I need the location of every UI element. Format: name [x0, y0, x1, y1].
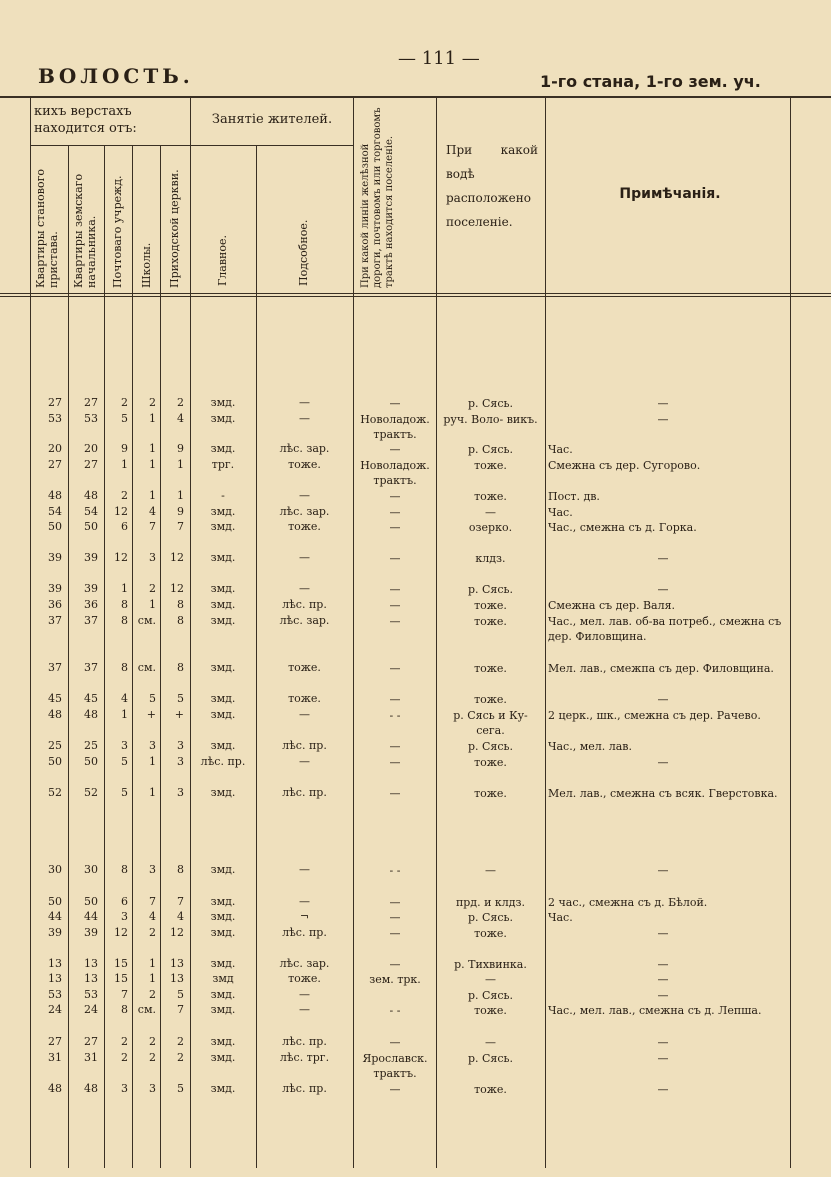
- cell-water: тоже.: [474, 662, 507, 675]
- cell-d4: 4: [149, 505, 156, 518]
- cell-note: —: [657, 1036, 669, 1049]
- cell-road: —: [389, 896, 401, 909]
- cell-sec: лѣс. зар.: [279, 442, 330, 455]
- cell-d3: 5: [121, 786, 128, 799]
- cell-sec: лѣс. зар.: [279, 614, 330, 627]
- cell-d1: 36: [48, 598, 62, 611]
- cell-d2: 50: [84, 755, 98, 768]
- cell-d3: 4: [121, 692, 128, 705]
- cell-sec: лѣс. зар.: [279, 505, 330, 518]
- cell-d2: 27: [84, 1035, 98, 1048]
- cell-d1: 45: [48, 692, 62, 705]
- cell-main: змд.: [210, 442, 236, 455]
- cell-main: змд.: [210, 661, 236, 674]
- cell-water: —: [485, 506, 496, 519]
- cell-road: —: [389, 756, 401, 769]
- cell-d3: 5: [121, 412, 128, 425]
- cell-d3: 8: [121, 863, 128, 876]
- cell-d3: 2: [121, 1051, 128, 1064]
- cell-road: —: [389, 1036, 401, 1049]
- cell-road: Ярославск. трактъ.: [362, 1052, 428, 1080]
- cell-d4: 1: [149, 442, 156, 455]
- cell-d2: 27: [84, 396, 98, 409]
- cell-water: тоже.: [474, 459, 507, 472]
- cell-main: змд.: [210, 551, 236, 564]
- cell-d2: 44: [84, 910, 98, 923]
- cell-d2: 50: [84, 520, 98, 533]
- cell-d4: 2: [149, 1051, 156, 1064]
- column-schools: Школы.: [140, 242, 153, 288]
- cell-main: змд.: [210, 1003, 236, 1016]
- cell-sec: —: [299, 708, 310, 721]
- cell-d1: 48: [48, 489, 62, 502]
- cell-water: тоже.: [474, 599, 507, 612]
- cell-d2: 53: [84, 412, 98, 425]
- cell-main: змд.: [210, 786, 236, 799]
- cell-note: Смежна съ дер. Валя.: [548, 599, 676, 612]
- cell-d5: 5: [177, 692, 184, 705]
- cell-d2: 31: [84, 1051, 98, 1064]
- cell-water: р. Сясь.: [467, 740, 514, 753]
- cell-d5: 3: [177, 739, 184, 752]
- cell-d5: 12: [170, 551, 184, 564]
- cell-road: —: [389, 911, 401, 924]
- cell-d2: 48: [84, 489, 98, 502]
- cell-d1: 39: [48, 926, 62, 939]
- cell-d5: 2: [177, 1035, 184, 1048]
- cell-main: змд.: [210, 598, 236, 611]
- cell-d4: 2: [149, 988, 156, 1001]
- cell-water: —: [485, 1036, 496, 1049]
- cell-note: —: [657, 397, 669, 410]
- cell-note: Мел. лав., смежна съ всяк. Гверстовка.: [548, 787, 778, 800]
- cell-main: трг.: [211, 458, 235, 471]
- cell-water: р. Сясь.: [467, 583, 514, 596]
- cell-sec: лѣс. пр.: [282, 786, 327, 799]
- cell-main: змд.: [210, 895, 236, 908]
- cell-d2: 53: [84, 988, 98, 1001]
- cell-d1: 13: [48, 957, 62, 970]
- column-notes: Примѣчанія.: [619, 186, 721, 202]
- cell-d2: 37: [84, 661, 98, 674]
- cell-note: Час.: [548, 443, 573, 456]
- cell-road: —: [389, 599, 401, 612]
- cell-note: Мел. лав., смежпа съ дер. Филовщина.: [548, 662, 774, 675]
- cell-sec: —: [299, 755, 310, 768]
- cell-main: змд.: [210, 708, 236, 721]
- cell-road: —: [389, 1083, 401, 1096]
- cell-d4: 3: [149, 739, 156, 752]
- cell-road: —: [389, 615, 401, 628]
- cell-d3: 9: [121, 442, 128, 455]
- cell-sec: —: [299, 988, 310, 1001]
- cell-d3: 3: [121, 739, 128, 752]
- cell-sec: —: [299, 412, 310, 425]
- cell-main: змд.: [210, 520, 236, 533]
- cell-d3: 8: [121, 614, 128, 627]
- cell-d4: 1: [149, 458, 156, 471]
- cell-sec: лѣс. пр.: [282, 1035, 327, 1048]
- cell-d5: 12: [170, 582, 184, 595]
- cell-d3: 8: [121, 598, 128, 611]
- cell-main: змд.: [210, 692, 236, 705]
- cell-road: —: [389, 443, 401, 456]
- cell-d2: 30: [84, 863, 98, 876]
- cell-d4: 1: [149, 412, 156, 425]
- cell-main: змд.: [210, 1051, 236, 1064]
- cell-sec: тоже.: [288, 661, 321, 674]
- cell-note: —: [657, 989, 669, 1002]
- cell-d4: 2: [149, 926, 156, 939]
- cell-d5: 1: [177, 489, 184, 502]
- column-post: Почтоваго учрежд.: [111, 175, 124, 288]
- cell-note: Час.: [548, 911, 573, 924]
- cell-d1: 54: [48, 505, 62, 518]
- cell-sec: —: [299, 396, 310, 409]
- cell-d1: 20: [48, 442, 62, 455]
- cell-d1: 48: [48, 708, 62, 721]
- cell-road: —: [389, 506, 401, 519]
- cell-road: —: [389, 958, 401, 971]
- cell-sec: —: [299, 895, 310, 908]
- column-secondary: Подсобное.: [297, 219, 310, 286]
- cell-note: Смежна съ дер. Сугорово.: [548, 459, 701, 472]
- cell-main: змд.: [210, 926, 236, 939]
- cell-d5: 13: [170, 957, 184, 970]
- cell-d1: 25: [48, 739, 62, 752]
- cell-d1: 27: [48, 396, 62, 409]
- cell-sec: лѣс. зар.: [279, 957, 330, 970]
- cell-d4: 1: [149, 489, 156, 502]
- cell-d3: 7: [121, 988, 128, 1001]
- cell-road: —: [389, 693, 401, 706]
- cell-d2: 24: [84, 1003, 98, 1016]
- cell-main: змд: [212, 972, 234, 985]
- cell-d4: см.: [137, 1003, 156, 1016]
- cell-sec: лѣс. трг.: [279, 1051, 330, 1064]
- cell-road: - -: [389, 1004, 401, 1017]
- cell-d1: 39: [48, 551, 62, 564]
- cell-sec: тоже.: [288, 458, 321, 471]
- cell-water: тоже.: [474, 756, 507, 769]
- cell-sec: тоже.: [288, 972, 321, 985]
- cell-water: р. Сясь.: [467, 1052, 514, 1065]
- cell-d5: 3: [177, 786, 184, 799]
- cell-d3: 2: [121, 1035, 128, 1048]
- cell-d2: 39: [84, 582, 98, 595]
- cell-note: —: [657, 973, 669, 986]
- page-left-title: ВОЛОСТЬ.: [38, 64, 194, 88]
- cell-road: зем. трк.: [369, 973, 421, 986]
- cell-d4: 5: [149, 692, 156, 705]
- cell-sec: —: [299, 551, 310, 564]
- cell-sec: тоже.: [288, 520, 321, 533]
- cell-main: змд.: [210, 412, 236, 425]
- cell-main: змд.: [210, 614, 236, 627]
- cell-d3: 12: [114, 551, 128, 564]
- cell-main: змд.: [210, 957, 236, 970]
- cell-main: -: [221, 489, 225, 502]
- cell-water: клдз.: [475, 552, 506, 565]
- cell-sec: лѣс. пр.: [282, 598, 327, 611]
- cell-main: змд.: [210, 505, 236, 518]
- cell-sec: ¬: [299, 910, 310, 923]
- cell-water: тоже.: [474, 787, 507, 800]
- cell-d1: 24: [48, 1003, 62, 1016]
- cell-sec: тоже.: [288, 692, 321, 705]
- cell-d3: 8: [121, 661, 128, 674]
- cell-d5: 2: [177, 1051, 184, 1064]
- cell-main: змд.: [210, 582, 236, 595]
- cell-water: тоже.: [474, 1083, 507, 1096]
- column-group-occupation: Занятіе жителей.: [211, 112, 333, 127]
- cell-road: - -: [389, 864, 401, 877]
- cell-water: р. Сясь.: [467, 443, 514, 456]
- cell-d4: 7: [149, 895, 156, 908]
- cell-sec: —: [299, 489, 310, 502]
- cell-main: змд.: [210, 396, 236, 409]
- column-main: Главное.: [216, 235, 229, 286]
- cell-sec: —: [299, 582, 310, 595]
- cell-d5: 12: [170, 926, 184, 939]
- cell-d2: 20: [84, 442, 98, 455]
- cell-d4: 1: [149, 786, 156, 799]
- cell-water: —: [485, 973, 496, 986]
- cell-d5: 5: [177, 988, 184, 1001]
- cell-d5: 13: [170, 972, 184, 985]
- cell-note: —: [657, 756, 669, 769]
- cell-d3: 3: [121, 1082, 128, 1095]
- cell-d1: 53: [48, 988, 62, 1001]
- cell-main: лѣс. пр.: [200, 755, 246, 768]
- cell-d3: 15: [114, 957, 128, 970]
- cell-d4: 2: [149, 1035, 156, 1048]
- cell-note: —: [657, 1083, 669, 1096]
- cell-d5: 4: [177, 412, 184, 425]
- cell-d5: +: [174, 708, 184, 721]
- column-zemsky: Квартиры земскаго начальника.: [72, 173, 98, 288]
- column-water: При какой водѣ расположено поселеніе.: [446, 143, 538, 229]
- cell-d5: 9: [177, 505, 184, 518]
- cell-road: —: [389, 787, 401, 800]
- cell-d4: 2: [149, 582, 156, 595]
- cell-d4: 1: [149, 598, 156, 611]
- cell-note: —: [657, 1052, 669, 1065]
- cell-road: —: [389, 740, 401, 753]
- cell-d4: см.: [137, 661, 156, 674]
- cell-d1: 30: [48, 863, 62, 876]
- cell-d1: 39: [48, 582, 62, 595]
- cell-d1: 44: [48, 910, 62, 923]
- cell-note: —: [657, 583, 669, 596]
- cell-note: Час., смежна съ д. Горка.: [548, 521, 697, 534]
- cell-d5: 1: [177, 458, 184, 471]
- page-number: — 111 —: [398, 48, 480, 69]
- cell-sec: лѣс. пр.: [282, 739, 327, 752]
- cell-main: змд.: [210, 863, 236, 876]
- cell-water: р. Сясь.: [467, 989, 514, 1002]
- cell-d2: 27: [84, 458, 98, 471]
- cell-water: руч. Воло- викъ.: [443, 413, 538, 426]
- column-stanovoy: Квартиры станового пристава.: [34, 169, 60, 288]
- cell-d1: 27: [48, 458, 62, 471]
- cell-d2: 39: [84, 551, 98, 564]
- cell-sec: лѣс. пр.: [282, 926, 327, 939]
- cell-d3: 12: [114, 926, 128, 939]
- cell-d3: 1: [121, 582, 128, 595]
- cell-d1: 50: [48, 755, 62, 768]
- cell-road: —: [389, 490, 401, 503]
- cell-note: Час.: [548, 506, 573, 519]
- cell-road: —: [389, 552, 401, 565]
- cell-d2: 52: [84, 786, 98, 799]
- cell-note: —: [657, 927, 669, 940]
- cell-d1: 50: [48, 895, 62, 908]
- cell-d4: см.: [137, 614, 156, 627]
- cell-d5: 8: [177, 661, 184, 674]
- cell-water: р. Тихвинка.: [454, 958, 527, 971]
- cell-d2: 48: [84, 1082, 98, 1095]
- cell-road: —: [389, 583, 401, 596]
- cell-road: —: [389, 662, 401, 675]
- cell-water: тоже.: [474, 1004, 507, 1017]
- cell-note: Час., мел. лав.: [548, 740, 632, 753]
- cell-main: змд.: [210, 739, 236, 752]
- column-church: Приходской церкви.: [168, 169, 181, 288]
- cell-water: озерко.: [468, 521, 513, 534]
- cell-d3: 12: [114, 505, 128, 518]
- cell-d5: 4: [177, 910, 184, 923]
- cell-d2: 48: [84, 708, 98, 721]
- cell-d3: 2: [121, 396, 128, 409]
- cell-water: тоже.: [474, 927, 507, 940]
- cell-d5: 8: [177, 598, 184, 611]
- cell-note: 2 час., смежна съ д. Бѣлой.: [548, 896, 708, 909]
- cell-d2: 39: [84, 926, 98, 939]
- cell-d2: 54: [84, 505, 98, 518]
- cell-d4: 3: [149, 551, 156, 564]
- cell-d5: 9: [177, 442, 184, 455]
- page-right-title: 1-го стана, 1-го зем. уч.: [540, 72, 761, 91]
- cell-main: змд.: [210, 1035, 236, 1048]
- cell-water: тоже.: [474, 693, 507, 706]
- cell-d1: 48: [48, 1082, 62, 1095]
- cell-d1: 52: [48, 786, 62, 799]
- cell-note: Пост. дв.: [548, 490, 600, 503]
- cell-water: тоже.: [474, 490, 507, 503]
- cell-main: змд.: [210, 1082, 236, 1095]
- cell-sec: —: [299, 863, 310, 876]
- cell-d4: 3: [149, 1082, 156, 1095]
- cell-d4: 4: [149, 910, 156, 923]
- cell-d2: 37: [84, 614, 98, 627]
- column-road: При какой линіи желѣзной дороги, почтовомъ или торговомъ трактѣ находится поселеніе.: [360, 107, 395, 288]
- cell-d5: 3: [177, 755, 184, 768]
- cell-d4: 3: [149, 863, 156, 876]
- cell-d1: 13: [48, 972, 62, 985]
- cell-sec: лѣс. пр.: [282, 1082, 327, 1095]
- cell-road: —: [389, 521, 401, 534]
- cell-d4: 1: [149, 972, 156, 985]
- cell-water: прд. и клдз.: [455, 896, 526, 909]
- cell-d4: 1: [149, 755, 156, 768]
- cell-d2: 45: [84, 692, 98, 705]
- cell-water: р. Сясь.: [467, 397, 514, 410]
- cell-d4: 1: [149, 957, 156, 970]
- cell-note: —: [657, 413, 669, 426]
- cell-d3: 3: [121, 910, 128, 923]
- cell-road: Новоладож. трактъ.: [360, 413, 430, 441]
- cell-d1: 53: [48, 412, 62, 425]
- cell-road: - -: [389, 709, 401, 722]
- cell-d2: 13: [84, 957, 98, 970]
- cell-d2: 25: [84, 739, 98, 752]
- cell-road: —: [389, 927, 401, 940]
- cell-d3: 8: [121, 1003, 128, 1016]
- cell-sec: —: [299, 1003, 310, 1016]
- cell-d4: +: [146, 708, 156, 721]
- cell-note: —: [657, 958, 669, 971]
- cell-d1: 27: [48, 1035, 62, 1048]
- cell-note: Час., мел. лав. об-ва потреб., смежна съ дер. Филовщина.: [548, 615, 782, 643]
- cell-d2: 13: [84, 972, 98, 985]
- cell-d5: 5: [177, 1082, 184, 1095]
- cell-d5: 2: [177, 396, 184, 409]
- cell-note: —: [657, 693, 669, 706]
- cell-d5: 7: [177, 520, 184, 533]
- cell-d3: 2: [121, 489, 128, 502]
- cell-d1: 37: [48, 661, 62, 674]
- cell-water: р. Сясь и Ку- сега.: [453, 709, 528, 737]
- cell-d5: 7: [177, 1003, 184, 1016]
- cell-d1: 50: [48, 520, 62, 533]
- cell-note: —: [657, 864, 669, 877]
- cell-road: Новоладож. трактъ.: [360, 459, 430, 487]
- cell-note: 2 церк., шк., смежна съ дер. Рачево.: [548, 709, 761, 722]
- cell-d5: 8: [177, 614, 184, 627]
- column-group-distance: кихъ верстахъ находится отъ:: [34, 104, 137, 136]
- cell-d2: 36: [84, 598, 98, 611]
- cell-d3: 6: [121, 895, 128, 908]
- cell-d1: 37: [48, 614, 62, 627]
- cell-water: —: [485, 864, 496, 877]
- cell-d3: 1: [121, 708, 128, 721]
- cell-note: —: [657, 552, 669, 565]
- cell-d2: 50: [84, 895, 98, 908]
- cell-d5: 7: [177, 895, 184, 908]
- cell-note: Час., мел. лав., смежна съ д. Лепша.: [548, 1004, 762, 1017]
- cell-road: —: [389, 397, 401, 410]
- cell-d4: 7: [149, 520, 156, 533]
- cell-main: змд.: [210, 988, 236, 1001]
- cell-d5: 8: [177, 863, 184, 876]
- cell-d3: 15: [114, 972, 128, 985]
- cell-water: р. Сясь.: [467, 911, 514, 924]
- cell-d4: 2: [149, 396, 156, 409]
- cell-d1: 31: [48, 1051, 62, 1064]
- cell-water: тоже.: [474, 615, 507, 628]
- cell-main: змд.: [210, 910, 236, 923]
- cell-d3: 1: [121, 458, 128, 471]
- cell-d3: 6: [121, 520, 128, 533]
- cell-d3: 5: [121, 755, 128, 768]
